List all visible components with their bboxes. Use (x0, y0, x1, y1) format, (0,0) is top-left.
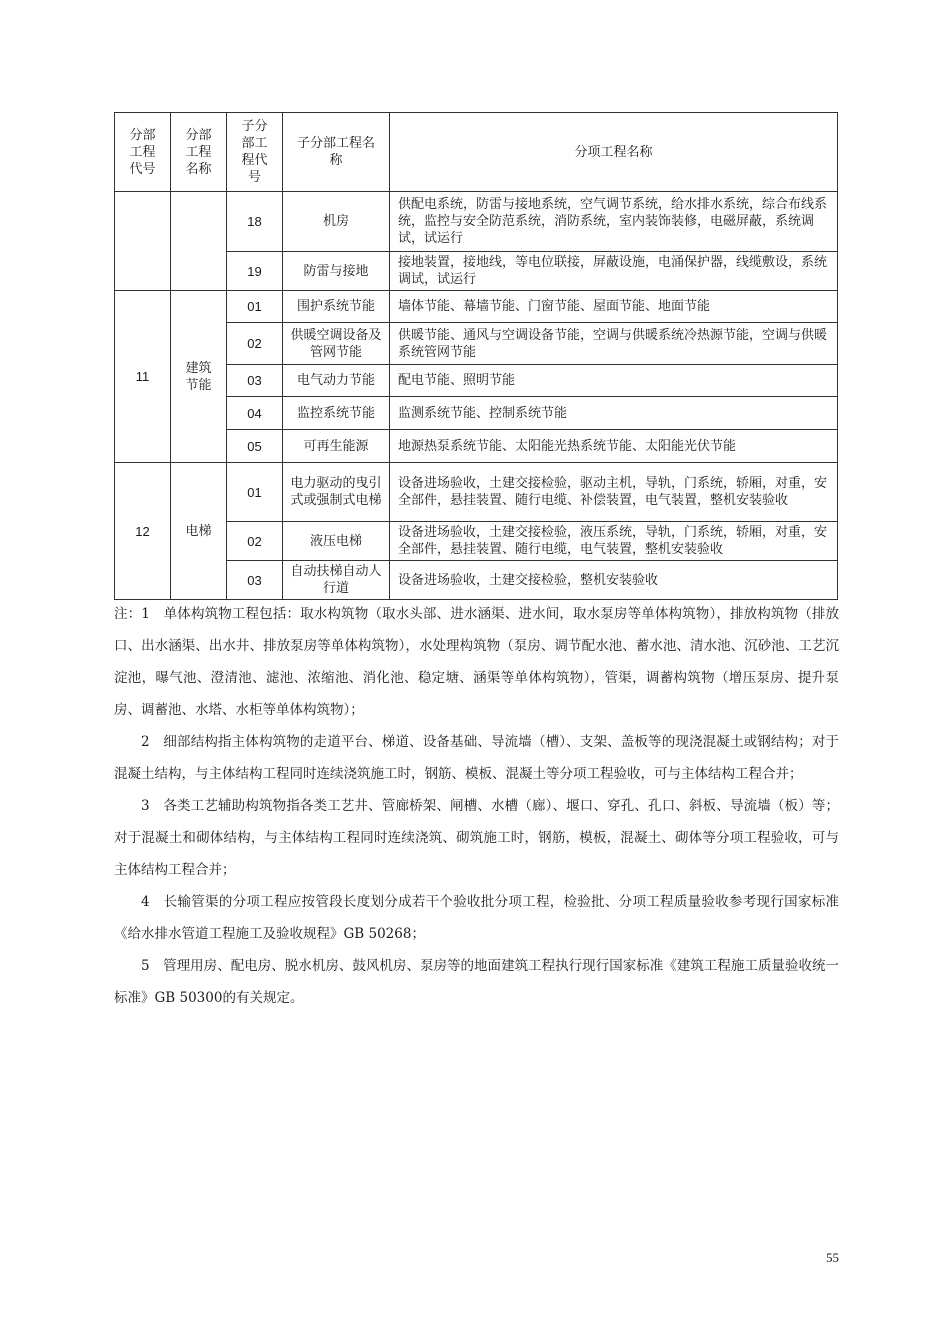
header-subdivision-name: 子分部工程名称 (283, 113, 390, 192)
item-names-cell: 设备进场验收，土建交接检验，整机安装验收 (390, 561, 838, 600)
subdivision-code-cell: 01 (227, 463, 283, 522)
subdivision-name-cell: 供暖空调设备及管网节能 (283, 323, 390, 365)
item-names-cell: 配电节能、照明节能 (390, 365, 838, 397)
division-name-cell: 建筑节能 (171, 291, 227, 463)
table-notes (114, 598, 839, 1014)
subdivision-code-cell: 01 (227, 291, 283, 323)
subdivision-code-cell: 05 (227, 430, 283, 463)
subdivision-code-cell: 03 (227, 365, 283, 397)
note-2: 2 细部结构指主体构筑物的走道平台、梯道、设备基础、导流墙（槽）、支架、盖板等的现浇混凝土或钢结构；对于混凝土结构，与主体结构工程同时连续浇筑施工时，钢筋、模板、混凝土等分项工程验收，可与主体结构工程合并； (114, 734, 839, 782)
division-code-cell: 12 (115, 463, 171, 600)
note-3: 3 各类工艺辅助构筑物指各类工艺井、管廊桥架、闸槽、水槽（廊）、堰口、穿孔、孔口、斜板、导流墙（板）等；对于混凝土和砌体结构，与主体结构工程同时连续浇筑、砌筑施工时，钢筋，模板，混凝土、砌体等分项工程验收，可与主体结构工程合并； (114, 798, 839, 878)
subdivision-name-cell: 电气动力节能 (283, 365, 390, 397)
item-names-cell: 供配电系统，防雷与接地系统，空气调节系统，给水排水系统，综合布线系统，监控与安全防范系统，消防系统，室内装饰装修，电磁屏蔽，系统调试，试运行 (390, 192, 838, 252)
item-names-cell: 设备进场验收，土建交接检验，液压系统，导轨，门系统，轿厢，对重，安全部件，悬挂装置、随行电缆，电气装置，整机安装验收 (390, 522, 838, 561)
header-subdivision-code: 子分部工程代号 (227, 113, 283, 192)
item-names-cell: 监测系统节能、控制系统节能 (390, 397, 838, 430)
subdivision-name-cell: 可再生能源 (283, 430, 390, 463)
division-code-cell: 11 (115, 291, 171, 463)
note-4: 4 长输管渠的分项工程应按管段长度划分成若干个验收批分项工程，检验批、分项工程质量验收参考现行国家标准《给水排水管道工程施工及验收规程》GB 50268； (114, 894, 839, 942)
division-name-cell (171, 192, 227, 291)
subdivision-code-cell: 02 (227, 323, 283, 365)
subdivision-code-cell: 04 (227, 397, 283, 430)
subdivision-name-cell: 自动扶梯自动人行道 (283, 561, 390, 600)
subdivision-name-cell: 机房 (283, 192, 390, 252)
subdivision-code-cell: 18 (227, 192, 283, 252)
note-1: 注：1 单体构筑物工程包括：取水构筑物（取水头部、进水涵渠、进水间，取水泵房等单体构筑物），排放构筑物（排放口、出水涵渠、出水井、排放泵房等单体构筑物），水处理构筑物（泵房、调节配水池、蓄水池、清水池、沉砂池、工艺沉淀池，曝气池、澄清池、滤池、浓缩池、消化池、稳定塘、涵渠等单体构筑物），管渠，调蓄构筑物（增压泵房、提升泵房、调蓄池、水塔、水柜等单体构筑物）； (114, 606, 839, 718)
subdivision-code-cell: 19 (227, 252, 283, 291)
note-5: 5 管理用房、配电房、脱水机房、鼓风机房、泵房等的地面建筑工程执行现行国家标准《建筑工程施工质量验收统一标准》GB 50300的有关规定。 (114, 958, 839, 1006)
subdivision-code-cell: 02 (227, 522, 283, 561)
item-names-cell: 供暖节能、通风与空调设备节能，空调与供暖系统冷热源节能，空调与供暖系统管网节能 (390, 323, 838, 365)
subdivision-code-cell: 03 (227, 561, 283, 600)
subdivision-name-cell: 监控系统节能 (283, 397, 390, 430)
item-names-cell: 设备进场验收，土建交接检验，驱动主机，导轨，门系统，轿厢，对重，安全部件，悬挂装置、随行电缆、补偿装置，电气装置，整机安装验收 (390, 463, 838, 522)
work-division-table (114, 112, 838, 600)
item-names-cell: 地源热泵系统节能、太阳能光热系统节能、太阳能光伏节能 (390, 430, 838, 463)
subdivision-name-cell: 围护系统节能 (283, 291, 390, 323)
page-number: 55 (826, 1250, 839, 1265)
division-code-cell (115, 192, 171, 291)
item-names-cell: 接地装置，接地线，等电位联接，屏蔽设施，电涌保护器，线缆敷设，系统调试，试运行 (390, 252, 838, 291)
division-name-cell: 电梯 (171, 463, 227, 600)
subdivision-name-cell: 液压电梯 (283, 522, 390, 561)
header-division-code: 分部工程代号 (115, 113, 171, 192)
subdivision-name-cell: 防雷与接地 (283, 252, 390, 291)
subdivision-name-cell: 电力驱动的曳引式或强制式电梯 (283, 463, 390, 522)
item-names-cell: 墙体节能、幕墙节能、门窗节能、屋面节能、地面节能 (390, 291, 838, 323)
header-item-names: 分项工程名称 (390, 113, 838, 192)
header-division-name: 分部工程名称 (171, 113, 227, 192)
